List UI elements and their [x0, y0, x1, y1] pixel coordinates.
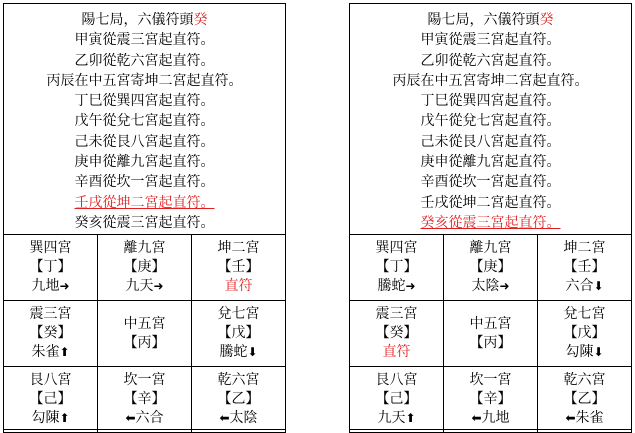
arrow-right-icon: ➜ [153, 279, 164, 293]
arrow-left-icon: ⬅ [125, 411, 136, 425]
palace-cell [4, 301, 98, 367]
palace-name: 中五宮 [123, 315, 166, 332]
palace-stem: 【乙】 [217, 391, 260, 407]
palace-name: 震三宮 [29, 306, 72, 322]
palace-stem: 【乙】 [563, 391, 606, 407]
text-line-5: 戊午從兌七宮起直符。 [74, 113, 215, 130]
palace-deity: 六合 [135, 410, 164, 426]
description-text-left [4, 4, 285, 234]
palace-stem: 【戊】 [217, 325, 260, 341]
palace-stem: 【辛】 [123, 391, 166, 407]
left-panel [3, 3, 286, 430]
text-line-2: 乙卯從乾六宮起直符。 [74, 52, 215, 69]
text-line-1: 甲寅從震三宮起直符。 [420, 32, 561, 49]
palace-deity: 勾陳 [565, 344, 594, 360]
palace-cell [444, 367, 538, 433]
palace-grid-right [349, 234, 632, 433]
palace-name: 巽四宮 [375, 240, 418, 256]
text-line-8: 辛酉從坎一宮起直符。 [420, 174, 561, 191]
palace-cell [98, 235, 192, 301]
palace-name: 艮八宮 [29, 372, 72, 388]
text-line-3: 丙辰在中五宮寄坤二宮起直符。 [46, 72, 243, 89]
text-line-6: 己未從艮八宮起直符。 [420, 133, 561, 150]
title-highlight: 癸 [193, 12, 208, 28]
arrow-left-icon: ⬅ [219, 411, 230, 425]
palace-stem: 【壬】 [563, 259, 606, 275]
palace-name: 艮八宮 [375, 372, 418, 388]
palace-deity: 九地 [31, 278, 60, 294]
text-line-10-highlighted: 癸亥從震三宮起直符。 [420, 214, 561, 231]
palace-name: 乾六宮 [217, 372, 260, 388]
arrow-up-icon: ⬆ [405, 411, 416, 425]
palace-deity-highlighted: 直符 [382, 344, 411, 360]
palace-name: 離九宮 [123, 240, 166, 256]
text-line-6: 己未從艮八宮起直符。 [74, 133, 215, 150]
palace-stem: 【癸】 [375, 325, 418, 341]
palace-stem: 【己】 [375, 391, 418, 407]
arrow-down-icon: ⬇ [593, 345, 604, 359]
palace-cell [350, 301, 444, 367]
title-highlight: 癸 [539, 12, 554, 28]
palace-cell [350, 235, 444, 301]
palace-cell [192, 235, 286, 301]
palace-cell [538, 367, 632, 433]
palace-cell [4, 367, 98, 433]
palace-cell [444, 235, 538, 301]
text-line-9: 壬戌從坤二宮起直符。 [420, 194, 561, 211]
palace-cell [350, 367, 444, 433]
palace-name: 震三宮 [375, 306, 418, 322]
title-prefix: 陽七局，六儀符頭 [81, 12, 194, 28]
palace-deity: 六合 [565, 278, 594, 294]
palace-stem: 【壬】 [217, 259, 260, 275]
palace-cell [538, 301, 632, 367]
palace-cell [192, 301, 286, 367]
title-line [4, 10, 285, 30]
arrow-down-icon: ⬇ [247, 345, 258, 359]
palace-stem: 【己】 [29, 391, 72, 407]
palace-name: 兌七宮 [217, 306, 260, 322]
palace-cell [192, 367, 286, 433]
text-line-5: 戊午從兌七宮起直符。 [420, 113, 561, 130]
arrow-up-icon: ⬆ [59, 411, 70, 425]
palace-name: 坎一宮 [123, 372, 166, 388]
palace-deity: 九天 [377, 410, 406, 426]
palace-stem: 【丙】 [123, 334, 166, 351]
palace-deity: 朱雀 [575, 410, 604, 426]
palace-stem: 【庚】 [123, 259, 166, 275]
text-line-2: 乙卯從乾六宮起直符。 [420, 52, 561, 69]
text-line-4: 丁巳從巽四宮起直符。 [420, 93, 561, 110]
text-line-7: 庚申從離九宮起直符。 [74, 154, 215, 171]
title-prefix: 陽七局，六儀符頭 [427, 12, 540, 28]
text-line-10: 癸亥從震三宮起直符。 [74, 214, 215, 231]
palace-name: 離九宮 [469, 240, 512, 256]
palace-grid-left [3, 234, 286, 433]
arrow-right-icon: ➜ [59, 279, 70, 293]
palace-stem: 【辛】 [469, 391, 512, 407]
text-line-1: 甲寅從震三宮起直符。 [74, 32, 215, 49]
arrow-left-icon: ⬅ [565, 411, 576, 425]
palace-stem: 【丙】 [469, 334, 512, 351]
palace-deity-highlighted: 直符 [224, 278, 253, 294]
palace-stem: 【癸】 [29, 325, 72, 341]
palace-deity: 騰蛇 [377, 278, 406, 294]
palace-name: 兌七宮 [563, 306, 606, 322]
palace-deity: 太陰 [471, 278, 500, 294]
palace-cell-center [98, 301, 192, 367]
arrow-up-icon: ⬆ [59, 345, 70, 359]
palace-stem: 【丁】 [375, 259, 418, 275]
text-line-9-highlighted: 壬戌從坤二宮起直符。 [74, 194, 215, 211]
palace-stem: 【戊】 [563, 325, 606, 341]
arrow-right-icon: ➜ [405, 279, 416, 293]
text-line-8: 辛酉從坎一宮起直符。 [74, 174, 215, 191]
text-line-7: 庚申從離九宮起直符。 [420, 154, 561, 171]
palace-deity: 騰蛇 [219, 344, 248, 360]
text-line-3: 丙辰在中五宮寄坤二宮起直符。 [392, 72, 589, 89]
right-panel [349, 3, 632, 430]
description-text-right [350, 4, 631, 234]
arrow-right-icon: ➜ [499, 279, 510, 293]
palace-cell [4, 235, 98, 301]
palace-deity: 九天 [125, 278, 154, 294]
palace-name: 坤二宮 [217, 240, 260, 256]
palace-cell [538, 235, 632, 301]
palace-stem: 【丁】 [29, 259, 72, 275]
palace-name: 乾六宮 [563, 372, 606, 388]
palace-stem: 【庚】 [469, 259, 512, 275]
arrow-left-icon: ⬅ [471, 411, 482, 425]
palace-name: 坤二宮 [563, 240, 606, 256]
palace-name: 中五宮 [469, 315, 512, 332]
palace-name: 巽四宮 [29, 240, 72, 256]
palace-cell [98, 367, 192, 433]
text-line-4: 丁巳從巽四宮起直符。 [74, 93, 215, 110]
arrow-down-icon: ⬇ [593, 279, 604, 293]
palace-deity: 太陰 [229, 410, 258, 426]
palace-deity: 勾陳 [31, 410, 60, 426]
title-line [350, 10, 631, 30]
palace-deity: 朱雀 [31, 344, 60, 360]
palace-deity: 九地 [481, 410, 510, 426]
palace-name: 坎一宮 [469, 372, 512, 388]
palace-cell-center [444, 301, 538, 367]
